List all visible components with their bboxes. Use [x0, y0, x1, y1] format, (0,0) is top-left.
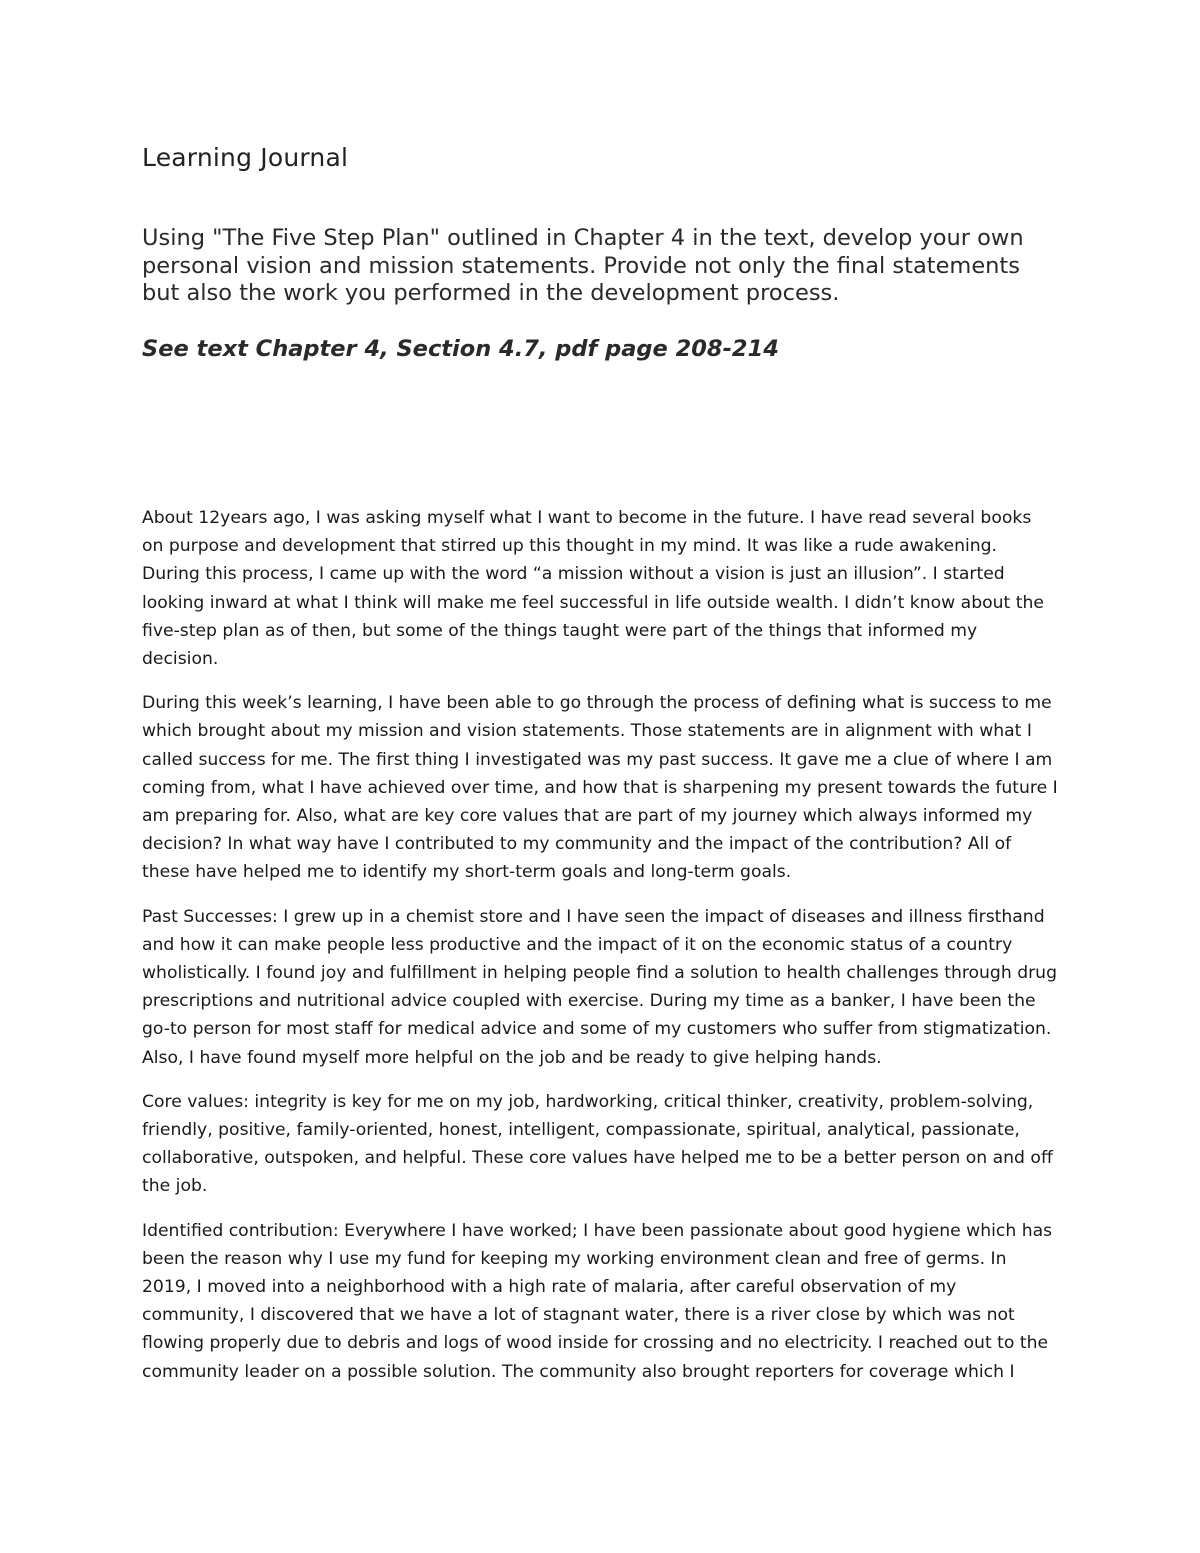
document-title: Learning Journal [142, 143, 349, 172]
paragraph-core-values: Core values: integrity is key for me on my job, hardworking, critical thinker, creativity, problem-solving, friendly, positive, family-oriented, honest, intelligent, compassionate, spiritual, analytical, passionate, collaborative, outspoken, and helpful. These core values have helped me to be a better person on and off the job. [142, 1091, 1053, 1197]
paragraph-identified-contribution: Identified contribution: Everywhere I have worked; I have been passionate about good hygiene which has been the reason why I use my fund for keeping my working environment clean and free of germs. In 2019, I moved into a neighborhood with a high rate of malaria, after careful observation of my community, I discovered that we have a lot of stagnant water, there is a river close by which was not flowing properly due to debris and logs of wood inside for crossing and no electricity. I reached out to the community leader on a possible solution. The community also brought reporters for coverage which I [142, 1220, 1053, 1382]
text-reference: See text Chapter 4, Section 4.7, pdf page 208-214 [142, 336, 779, 362]
journal-body [142, 504, 1058, 1402]
paragraph-past-successes: Past Successes: I grew up in a chemist store and I have seen the impact of diseases and illness firsthand and how it can make people less productive and the impact of it on the economic status of a country wholistically. I found joy and fulfillment in helping people find a solution to health challenges through drug prescriptions and nutritional advice coupled with exercise. During my time as a banker, I have been the go-to person for most staff for medical advice and some of my customers who suffer from stigmatization. Also, I have found myself more helpful on the job and be ready to give helping hands. [142, 906, 1057, 1068]
assignment-prompt: Using "The Five Step Plan" outlined in Chapter 4 in the text, develop your own personal vision and mission statements. Provide not only the final statements but also the work you performed in the development process. [142, 225, 1024, 306]
paragraph-weekly-learning: During this week’s learning, I have been able to go through the process of defining what is success to me which brought about my mission and vision statements. Those statements are in alignment with what I called success for me. The first thing I investigated was my past success. It gave me a clue of where I am coming from, what I have achieved over time, and how that is sharpening my present towards the future I am preparing for. Also, what are key core values that are part of my journey which always informed my decision? In what way have I contributed to my community and the impact of the contribution? All of these have helped me to identify my short-term goals and long-term goals. [142, 693, 1058, 883]
paragraph-introduction: About 12years ago, I was asking myself what I want to become in the future. I have read several books on purpose and development that stirred up this thought in my mind. It was like a rude awakening. During this process, I came up with the word “a mission without a vision is just an illusion”. I started looking inward at what I think will make me feel successful in life outside wealth. I didn’t know about the five-step plan as of then, but some of the things taught were part of the things that informed my decision. [142, 508, 1044, 670]
